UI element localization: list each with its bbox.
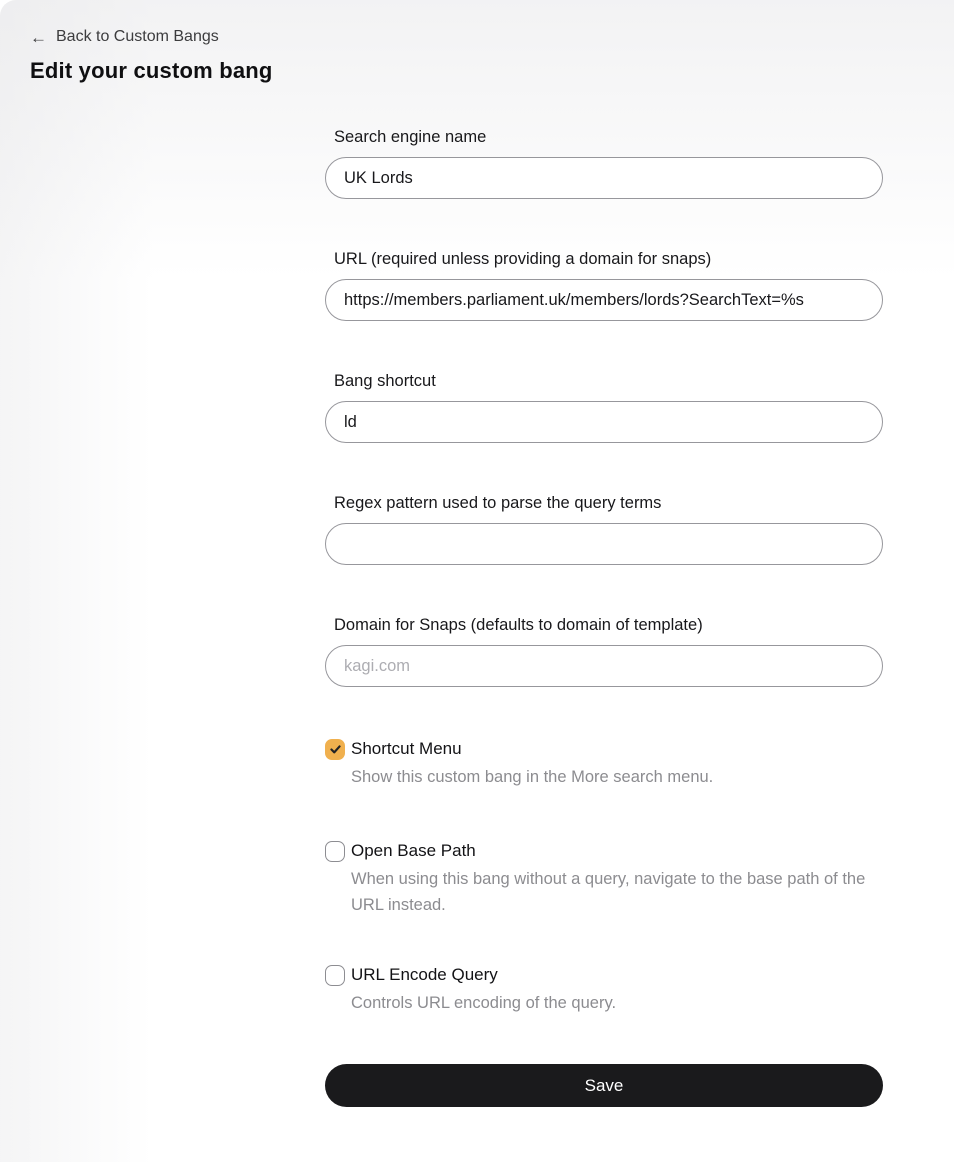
back-link[interactable]	[30, 28, 219, 46]
field-group-search-engine-name	[325, 128, 883, 199]
checkbox-content	[351, 738, 883, 790]
search-engine-name-label: Search engine name	[334, 128, 487, 146]
checkbox-row-url-encode-query	[325, 964, 883, 1016]
field-group-domain-snaps	[325, 616, 883, 687]
regex-pattern-input[interactable]	[325, 523, 883, 565]
shortcut-menu-description: Show this custom bang in the More search menu.	[351, 768, 714, 786]
url-encode-query-description: Controls URL encoding of the query.	[351, 994, 617, 1012]
url-encode-query-checkbox[interactable]	[325, 965, 345, 986]
field-group-regex-pattern	[325, 494, 883, 565]
checkmark-icon	[330, 745, 341, 754]
search-engine-name-input[interactable]	[325, 157, 883, 199]
url-encode-query-label[interactable]: URL Encode Query	[351, 965, 498, 984]
field-group-url	[325, 250, 883, 321]
field-group-bang-shortcut	[325, 372, 883, 443]
bang-shortcut-input[interactable]	[325, 401, 883, 443]
bang-shortcut-label: Bang shortcut	[334, 372, 436, 390]
regex-pattern-label: Regex pattern used to parse the query terms	[334, 494, 662, 512]
url-label: URL (required unless providing a domain for snaps)	[334, 250, 712, 268]
back-link-label: Back to Custom Bangs	[56, 28, 219, 45]
custom-bang-form	[325, 128, 883, 1107]
checkbox-section	[325, 738, 883, 1016]
domain-snaps-label: Domain for Snaps (defaults to domain of template)	[334, 616, 703, 634]
page-title: Edit your custom bang	[30, 57, 273, 83]
open-base-path-label[interactable]: Open Base Path	[351, 841, 476, 860]
url-input[interactable]	[325, 279, 883, 321]
checkbox-row-shortcut-menu	[325, 738, 883, 790]
back-arrow-icon: ←	[30, 27, 47, 47]
checkbox-content	[351, 840, 883, 918]
checkbox-content	[351, 964, 883, 1016]
open-base-path-description: When using this bang without a query, navigate to the base path of the URL instead.	[351, 870, 866, 914]
open-base-path-checkbox[interactable]	[325, 841, 345, 862]
domain-snaps-input[interactable]	[325, 645, 883, 687]
shortcut-menu-checkbox[interactable]	[325, 739, 345, 760]
checkbox-row-open-base-path	[325, 840, 883, 918]
save-button[interactable]: Save	[325, 1064, 883, 1107]
shortcut-menu-label[interactable]: Shortcut Menu	[351, 739, 462, 758]
page-header	[30, 28, 273, 84]
